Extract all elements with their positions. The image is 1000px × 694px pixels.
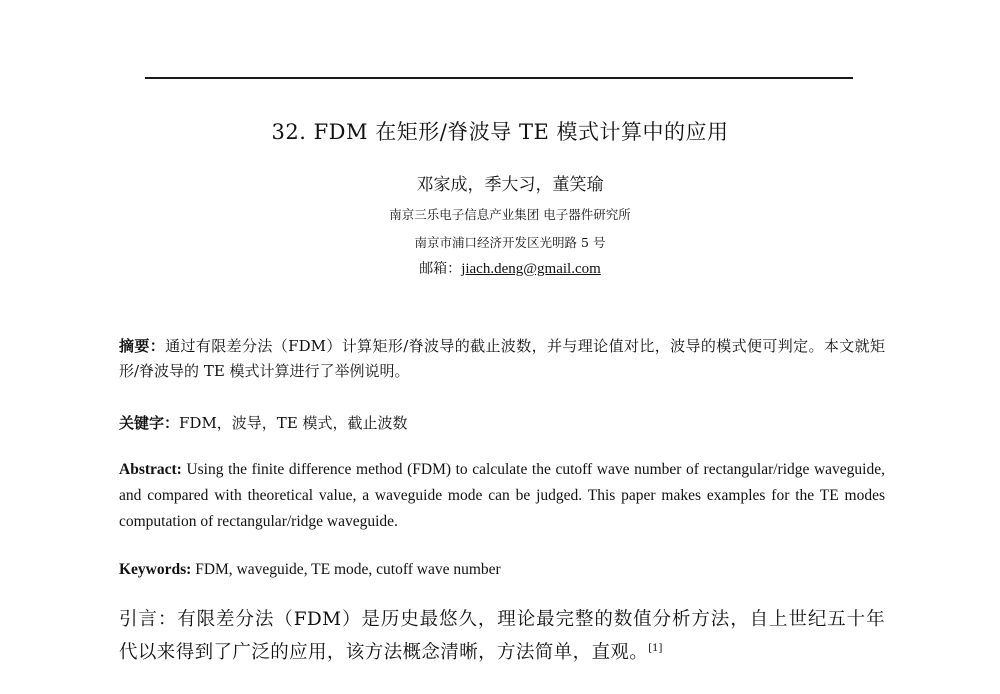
email-label: 邮箱：: [419, 261, 462, 277]
english-abstract-text: Using the finite difference method (FDM) to calculate the cutoff wave number of rectangular/ridge waveguide, and compared with theoretical value, a waveguide mode can be judged. This paper makes examples for the TE modes computation of rectangular/ridge waveguide.: [119, 461, 885, 530]
english-abstract: [119, 457, 885, 535]
english-abstract-label: Abstract:: [119, 461, 182, 478]
introduction-label: 引言：: [119, 609, 178, 630]
author-list: 邓家成，季大习，董笑瑜: [416, 175, 604, 195]
chinese-keywords-label: 关键字：: [119, 414, 180, 432]
affiliation-organization: 南京三乐电子信息产业集团 电子器件研究所: [389, 207, 631, 222]
citation-reference: [1]: [648, 643, 663, 654]
english-keywords-label: Keywords:: [119, 561, 192, 578]
introduction-paragraph: [119, 605, 885, 667]
introduction-text: 有限差分法（FDM）是历史最悠久，理论最完整的数值分析方法，自上世纪五十年代以来得到了广泛的应用，该方法概念清晰，方法简单，直观。: [119, 609, 885, 664]
email-line: [0, 258, 1000, 278]
english-keywords-text: FDM, waveguide, TE mode, cutoff wave number: [195, 561, 501, 578]
chinese-abstract-text: 通过有限差分法（FDM）计算矩形/脊波导的截止波数，并与理论值对比，波导的模式便可判定。本文就矩形/脊波导的 TE 模式计算进行了举例说明。: [119, 337, 885, 380]
affiliation-address: 南京市浦口经济开发区光明路 5 号: [414, 235, 606, 250]
chinese-abstract: [119, 334, 885, 384]
chinese-keywords-text: FDM，波导，TE 模式，截止波数: [179, 414, 408, 432]
paper-title: 32. FDM 在矩形/脊波导 TE 模式计算中的应用: [271, 120, 729, 144]
english-keywords: [119, 557, 885, 583]
chinese-abstract-label: 摘要：: [119, 337, 166, 355]
header-rule: [145, 77, 853, 79]
chinese-keywords: [119, 411, 885, 436]
email-link[interactable]: jiach.deng@gmail.com: [461, 261, 601, 277]
